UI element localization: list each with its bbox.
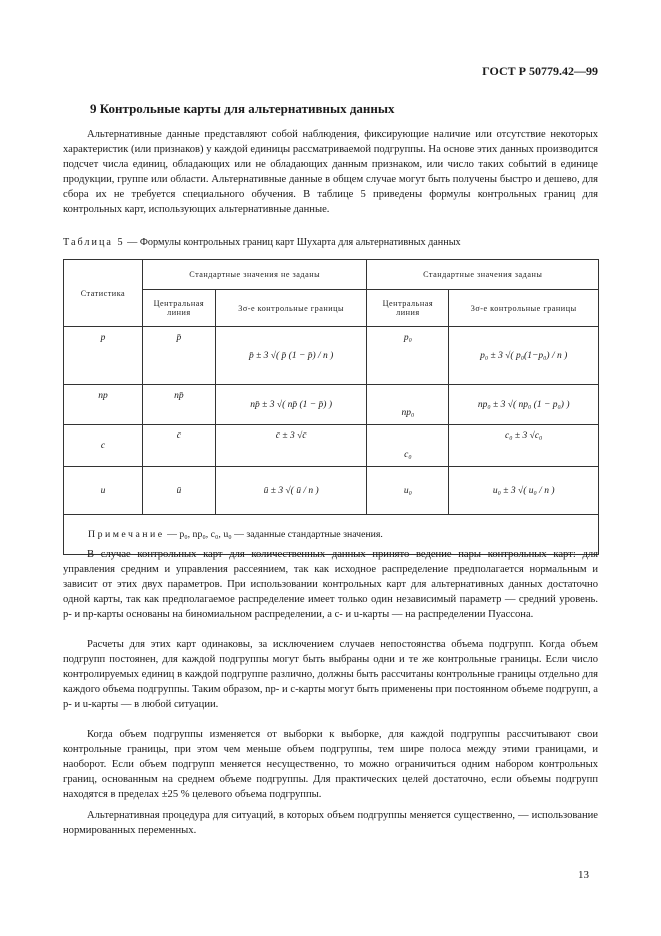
header-group-given: Стандартные значения заданы bbox=[367, 260, 599, 290]
section-title: 9 Контрольные карты для альтернативных данных bbox=[90, 101, 395, 116]
cell-limits-given: u₀ ± 3 √( u₀ / n ) bbox=[449, 467, 599, 515]
cell-limits-given: c₀ ± 3 √c₀ bbox=[449, 425, 599, 467]
page-number: 13 bbox=[578, 869, 589, 881]
header-group-not-given: Стандартные значения не заданы bbox=[142, 260, 367, 290]
header-limits-given: 3σ-е контрольные границы bbox=[449, 290, 599, 327]
header-central-line-given: Центральная линия bbox=[367, 290, 449, 327]
table-row bbox=[64, 467, 599, 515]
cell-stat: c bbox=[64, 425, 143, 467]
cell-central-given: u₀ bbox=[367, 467, 449, 515]
table-caption-label: Таблица 5 bbox=[63, 237, 125, 248]
cell-limits-not-given: np̄ ± 3 √( np̄ (1 − p̄) ) bbox=[215, 385, 367, 425]
cell-central-given: c₀ bbox=[367, 425, 449, 467]
table-caption bbox=[63, 237, 461, 248]
paragraph-variable-size: Когда объем подгруппы изменяется от выборки к выборке, для каждой подгруппы рассчитывают свои контрольные границы, при этом чем меньше объем подгруппы, тем шире полоса между этими границами, и наоборот. Если объем подгрупп меняется несущественно, то можно ограничиться одним набором контрольных границ, основанным на среднем объеме подгруппы. Для практических целей достаточно, если объемы подгрупп находятся в пределах ±25 % целевого объема подгруппы. bbox=[63, 729, 598, 800]
paragraph-calculations: Расчеты для этих карт одинаковы, за исключением случаев непостоянства объема подгрупп. Когда объем подгрупп постоянен, для каждой подгруппы могут быть выбраны одни и те же контрольные границы. Если число контролируемых единиц в каждой подгруппе различно, должны быть рассчитаны контрольные границы отдельно для каждого объема подгруппы. Таким образом, np- и c-карты могут быть применены при постоянном объеме подгрупп, а p- и u-карты — в любой ситуации. bbox=[63, 639, 598, 710]
table-row bbox=[64, 385, 599, 425]
paragraph-quantitative: В случае контрольных карт для количественных данных принято ведение пары контрольных карт: для управления средним и управления рассеянием, так как исходное распределение предполагается нормальным и зависит от этих двух параметров. При использовании контрольных карт для альтернативных данных достаточно одной карты, так как предполагаемое распределение имеет только один независимый параметр — средний уровень. p- и np-карты основаны на биномиальном распределении, а c- и u-карты — на распределении Пуассона. bbox=[63, 549, 598, 620]
cell-limits-given: p₀ ± 3 √( p₀(1−p₀) / n ) bbox=[449, 327, 599, 385]
cell-central-given: np₀ bbox=[367, 385, 449, 425]
header-central-line-not-given: Центральная линия bbox=[142, 290, 215, 327]
cell-limits-given: np₀ ± 3 √( np₀ (1 − p₀) ) bbox=[449, 385, 599, 425]
cell-stat: p bbox=[64, 327, 143, 385]
cell-central-not-given: ū bbox=[142, 467, 215, 515]
paragraph-alternative: Альтернативная процедура для ситуаций, в которых объем подгруппы меняется существенно, — использование нормированных переменных. bbox=[63, 810, 598, 836]
table-note-text: — p₀, np₀, c₀, u₀ — заданные стандартные значения. bbox=[164, 529, 383, 540]
cell-central-not-given: p̄ bbox=[142, 327, 215, 385]
cell-limits-not-given: ū ± 3 √( ū / n ) bbox=[215, 467, 367, 515]
cell-central-given: p₀ bbox=[367, 327, 449, 385]
table-row bbox=[64, 327, 599, 385]
paragraph-intro: Альтернативные данные представляют собой наблюдения, фиксирующие наличие или отсутствие некоторых характеристик (или признаков) у каждой единицы рассматриваемой подгруппы. На основе этих данных производится подсчет числа единиц, обладающих или не обладающих данным признаком, или число таких событий в единице продукции, группе или области. Альтернативные данные в общем случае могут быть получены быстро и дешево, для сбора их не требуется специального обучения. В таблице 5 приведены формулы контрольных границ для контрольных карт, использующих альтернативные данные. bbox=[63, 129, 598, 215]
document-header: ГОСТ Р 50779.42—99 bbox=[482, 64, 598, 78]
cell-limits-not-given: p̄ ± 3 √( p̄ (1 − p̄) / n ) bbox=[215, 327, 367, 385]
table-row bbox=[64, 425, 599, 467]
table-note-label: Примечание bbox=[88, 529, 165, 540]
table-caption-text: — Формулы контрольных границ карт Шухарта для альтернативных данных bbox=[124, 237, 461, 248]
header-statistic: Статистика bbox=[64, 260, 143, 327]
cell-central-not-given: c̄ bbox=[142, 425, 215, 467]
header-limits-not-given: 3σ-е контрольные границы bbox=[215, 290, 367, 327]
control-limits-table bbox=[63, 259, 599, 555]
cell-central-not-given: np̄ bbox=[142, 385, 215, 425]
cell-stat: np bbox=[64, 385, 143, 425]
cell-stat: u bbox=[64, 467, 143, 515]
cell-limits-not-given: c̄ ± 3 √c̄ bbox=[215, 425, 367, 467]
